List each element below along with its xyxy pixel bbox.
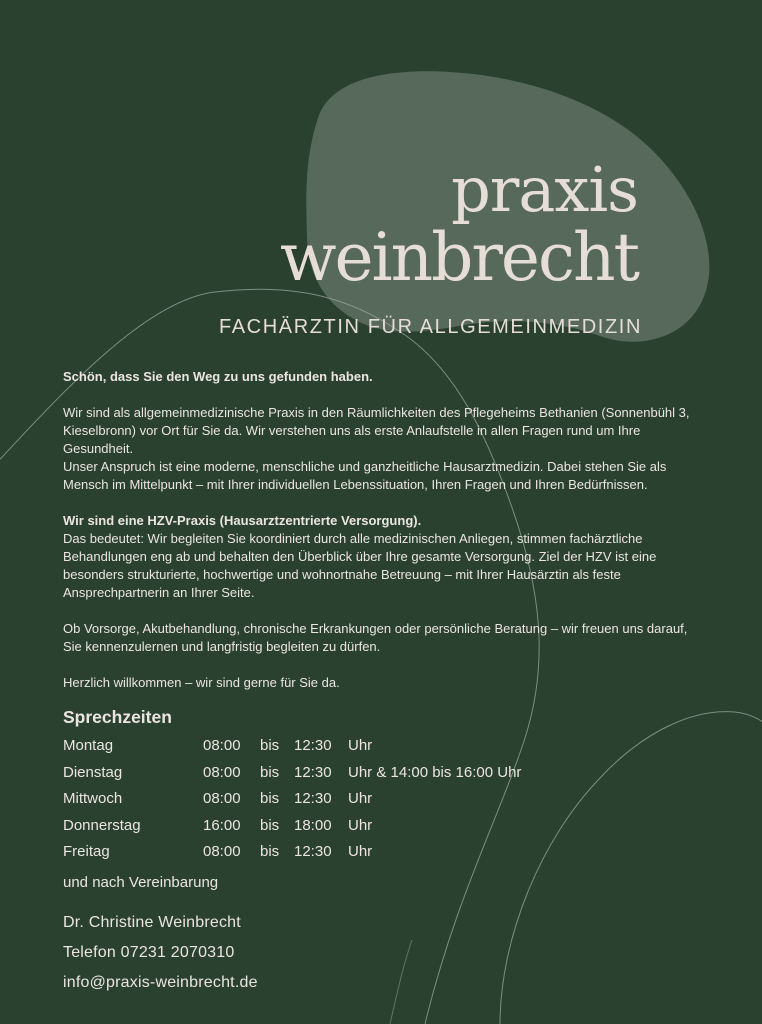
hours-row-dienstag [63,760,703,787]
hours-from: 08:00 [203,843,241,861]
hours-row-mittwoch [63,786,703,813]
hours-bis: bis [260,790,280,808]
specialty-subtitle: FACHÄRZTIN FÜR ALLGEMEINMEDIZIN [219,316,642,338]
hours-day: Dienstag [63,763,123,781]
greeting: Schön, dass Sie den Weg zu uns gefunden haben. [63,369,373,384]
office-hours [63,705,703,894]
hzv-paragraph [63,512,703,602]
intro-paragraph-2: Unser Anspruch ist eine moderne, menschliche und ganzheitliche Hausarztmedizin. Dabei stehen Sie als Mensch im Mittelpunkt – mit Ihrer individuellen Lebenssituation, Ihren Fragen und Ihren Bedürfnissen. [63,459,667,492]
phone-number: Telefon 07231 2070310 [63,944,235,961]
hours-day: Freitag [63,843,110,861]
hours-row-donnerstag [63,813,703,840]
hzv-heading: Wir sind eine HZV-Praxis (Hausarztzentrierte Versorgung). [63,513,422,528]
hours-day: Donnerstag [63,816,141,834]
hours-from: 08:00 [203,737,241,754]
hours-uhr: Uhr [348,816,373,834]
hours-bis: bis [260,816,280,834]
services-paragraph: Ob Vorsorge, Akutbehandlung, chronische Erkrankungen oder persönliche Beratung – wir freuen uns darauf, Sie kennenzulernen und langfristig begleiten zu dürfen. [63,621,688,654]
hours-to: 12:30 [294,737,332,754]
hours-appointment-note: und nach Vereinbarung [63,873,219,891]
curve-line-3 [390,940,412,1024]
hours-row-freitag [63,839,703,866]
hours-from: 16:00 [203,816,241,834]
hours-to: 18:00 [294,816,332,834]
office-hours-title: Sprechzeiten [63,707,172,727]
intro-text [63,368,703,710]
hours-uhr: Uhr & 14:00 bis 16:00 Uhr [348,763,522,781]
hours-row-montag [63,733,703,760]
email-address: info@praxis-weinbrecht.de [63,974,258,991]
logo-word-weinbrecht: weinbrecht [279,219,638,296]
hours-uhr: Uhr [348,843,373,861]
hours-bis: bis [260,737,280,754]
logo-word-praxis: praxis [451,153,638,226]
hours-day: Mittwoch [63,790,123,808]
hours-day: Montag [63,737,114,754]
hzv-text: Das bedeutet: Wir begleiten Sie koordiniert durch alle medizinischen Anliegen, stimmen fachärztliche Behandlungen eng ab und behalten den Überblick über Ihre gesamte Versorgung. Ziel der HZV ist eine besonders strukturierte, hochwertige und wohnortnahe Betreuung – mit Ihrer Hausärztin als feste Ansprechpartnerin an Ihrer Seite. [63,531,657,600]
doctor-name: Dr. Christine Weinbrecht [63,914,241,931]
intro-paragraph-1: Wir sind als allgemeinmedizinische Praxis in den Räumlichkeiten des Pflegeheims Bethanien (Sonnenbühl 3, Kieselbronn) vor Ort für Sie da. Wir verstehen uns als erste Anlaufstelle in allen Fragen rund um Ihre Gesundheit. [63,405,690,456]
practice-logo [0,150,762,300]
hours-uhr: Uhr [348,790,373,808]
hours-uhr: Uhr [348,737,373,754]
hours-to: 12:30 [294,763,332,781]
closing-line: Herzlich willkommen – wir sind gerne für Sie da. [63,675,340,690]
hours-to: 12:30 [294,790,332,808]
contact-block [63,908,258,998]
hours-bis: bis [260,843,280,861]
hours-from: 08:00 [203,790,241,808]
hours-from: 08:00 [203,763,241,781]
hours-bis: bis [260,763,280,781]
intro-paragraph [63,404,703,494]
hours-to: 12:30 [294,843,332,861]
